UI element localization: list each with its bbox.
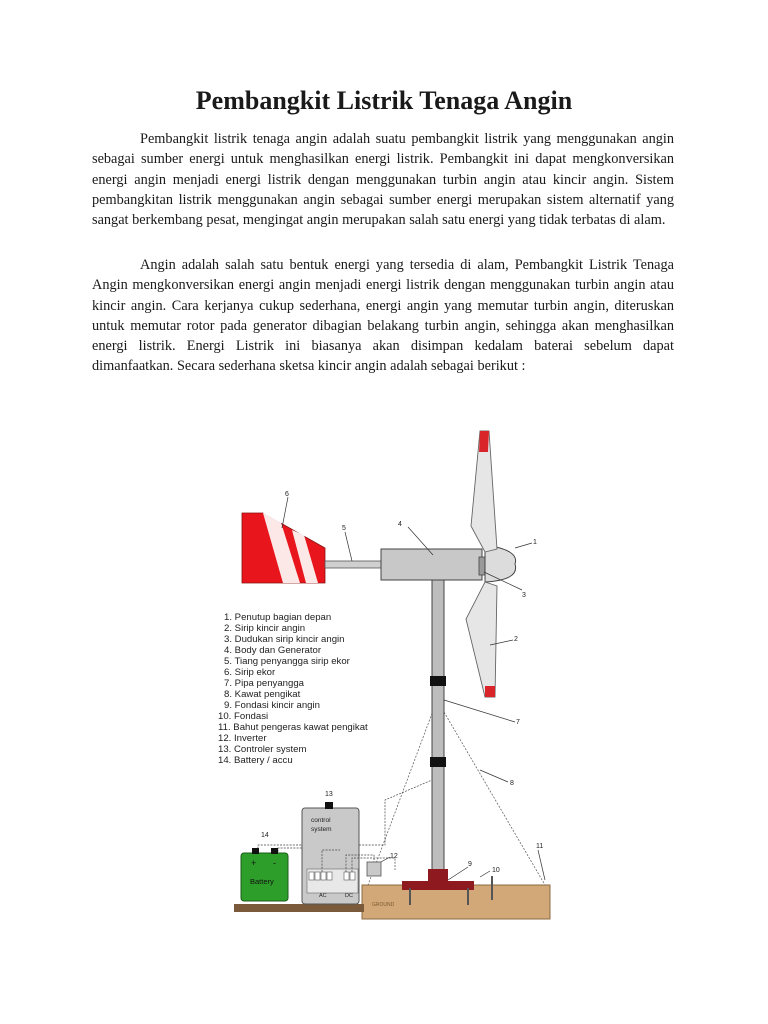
inverter bbox=[367, 862, 381, 876]
callout-8: 8 bbox=[510, 780, 514, 787]
document-title: Pembangkit Listrik Tenaga Angin bbox=[195, 86, 573, 115]
callout-14: 14 bbox=[261, 832, 269, 839]
legend-item-3: 3. Dudukan sirip kincir angin bbox=[224, 634, 345, 645]
component-legend bbox=[218, 612, 368, 766]
pole-collar-bottom bbox=[430, 757, 446, 767]
legend-item-10: 10. Fondasi bbox=[218, 711, 269, 722]
ground-label: GROUND bbox=[372, 902, 395, 908]
legend-item-12: 12. Inverter bbox=[218, 733, 267, 744]
callout-13: 13 bbox=[325, 791, 333, 798]
callout-3: 3 bbox=[522, 592, 526, 599]
terminals bbox=[309, 872, 355, 880]
legend-item-4: 4. Body dan Generator bbox=[224, 645, 322, 656]
callout-6: 6 bbox=[285, 491, 289, 498]
callout-7: 7 bbox=[516, 719, 520, 726]
blade-upper-tip bbox=[479, 431, 489, 452]
legend-item-14: 14. Battery / accu bbox=[218, 755, 293, 766]
base-plate bbox=[402, 881, 474, 890]
control-label-1: control bbox=[311, 817, 331, 824]
callout-1: 1 bbox=[533, 539, 537, 546]
guy-wire-right bbox=[437, 700, 545, 885]
legend-item-9: 9. Fondasi kincir angin bbox=[224, 700, 320, 711]
battery-terminal-neg bbox=[271, 848, 278, 854]
pole-collar-top bbox=[430, 676, 446, 686]
battery-plus: + bbox=[251, 858, 257, 868]
paragraph-intro: Pembangkit listrik tenaga angin adalah suatu pembangkit listrik yang menggunakan angin sebagai sumber energi untuk menghasilkan energi listrik. Pembangkit ini dapat mengkonversikan energi angin menjadi energi listrik dengan menggunakan turbin angin atau kincir angin. Sistem pembangkitan listrik menggunakan angin sebagai sumber energi merupakan sistem alternatif yang sangat berkembang pesat, mengingat angin merupakan salah satu energi yang tidak terbatas di alam. bbox=[92, 131, 674, 229]
paragraph-how-it-works: Angin adalah salah satu bentuk energi yang tersedia di alam, Pembangkit Listrik Tenaga Angin mengkonversikan energi angin menjadi energi listrik dengan menggunakan turbin angin atau kincir angin. Cara kerjanya cukup sederhana, energi angin yang memutar turbin angin, diteruskan untuk memutar rotor pada generator dibagian belakang turbin angin, sehingga akan menghasilkan energi listrik. Energi Listrik ini biasanya akan disimpan kedalam baterai sebelum dapat dimanfaatkan. Secara sederhana sketsa kincir angin adalah sebagai berikut : bbox=[92, 257, 674, 375]
legend-item-8: 8. Kawat pengikat bbox=[224, 689, 301, 700]
control-label-2: system bbox=[311, 826, 332, 833]
base-block bbox=[428, 869, 448, 881]
blade-lower bbox=[466, 582, 497, 697]
callout-5: 5 bbox=[342, 525, 346, 532]
ac-label: AC bbox=[319, 893, 327, 899]
legend-item-7: 7. Pipa penyangga bbox=[224, 678, 305, 689]
callout-4: 4 bbox=[398, 521, 402, 528]
tail-boom bbox=[325, 561, 383, 568]
dc-label: DC bbox=[345, 893, 353, 899]
legend-item-2: 2. Sirip kincir angin bbox=[224, 623, 306, 634]
legend-item-11: 11. Bahut pengeras kawat pengikat bbox=[218, 722, 368, 733]
callout-12: 12 bbox=[390, 853, 398, 860]
callout-11: 11 bbox=[536, 843, 544, 850]
battery-terminal-pos bbox=[252, 848, 259, 854]
callout-9: 9 bbox=[468, 861, 472, 868]
shelf bbox=[234, 904, 364, 912]
callout-2: 2 bbox=[514, 636, 518, 643]
legend-item-1: 1. Penutup bagian depan bbox=[224, 612, 332, 623]
callout-10: 10 bbox=[492, 867, 500, 874]
blade-lower-tip bbox=[485, 686, 495, 697]
tower-pole bbox=[432, 580, 444, 875]
controller-top-knob bbox=[325, 802, 333, 809]
legend-item-13: 13. Controler system bbox=[218, 744, 307, 755]
legend-item-6: 6. Sirip ekor bbox=[224, 667, 276, 678]
legend-item-5: 5. Tiang penyangga sirip ekor bbox=[224, 656, 350, 667]
battery-minus: - bbox=[273, 858, 276, 868]
battery-label: Battery bbox=[250, 877, 274, 886]
